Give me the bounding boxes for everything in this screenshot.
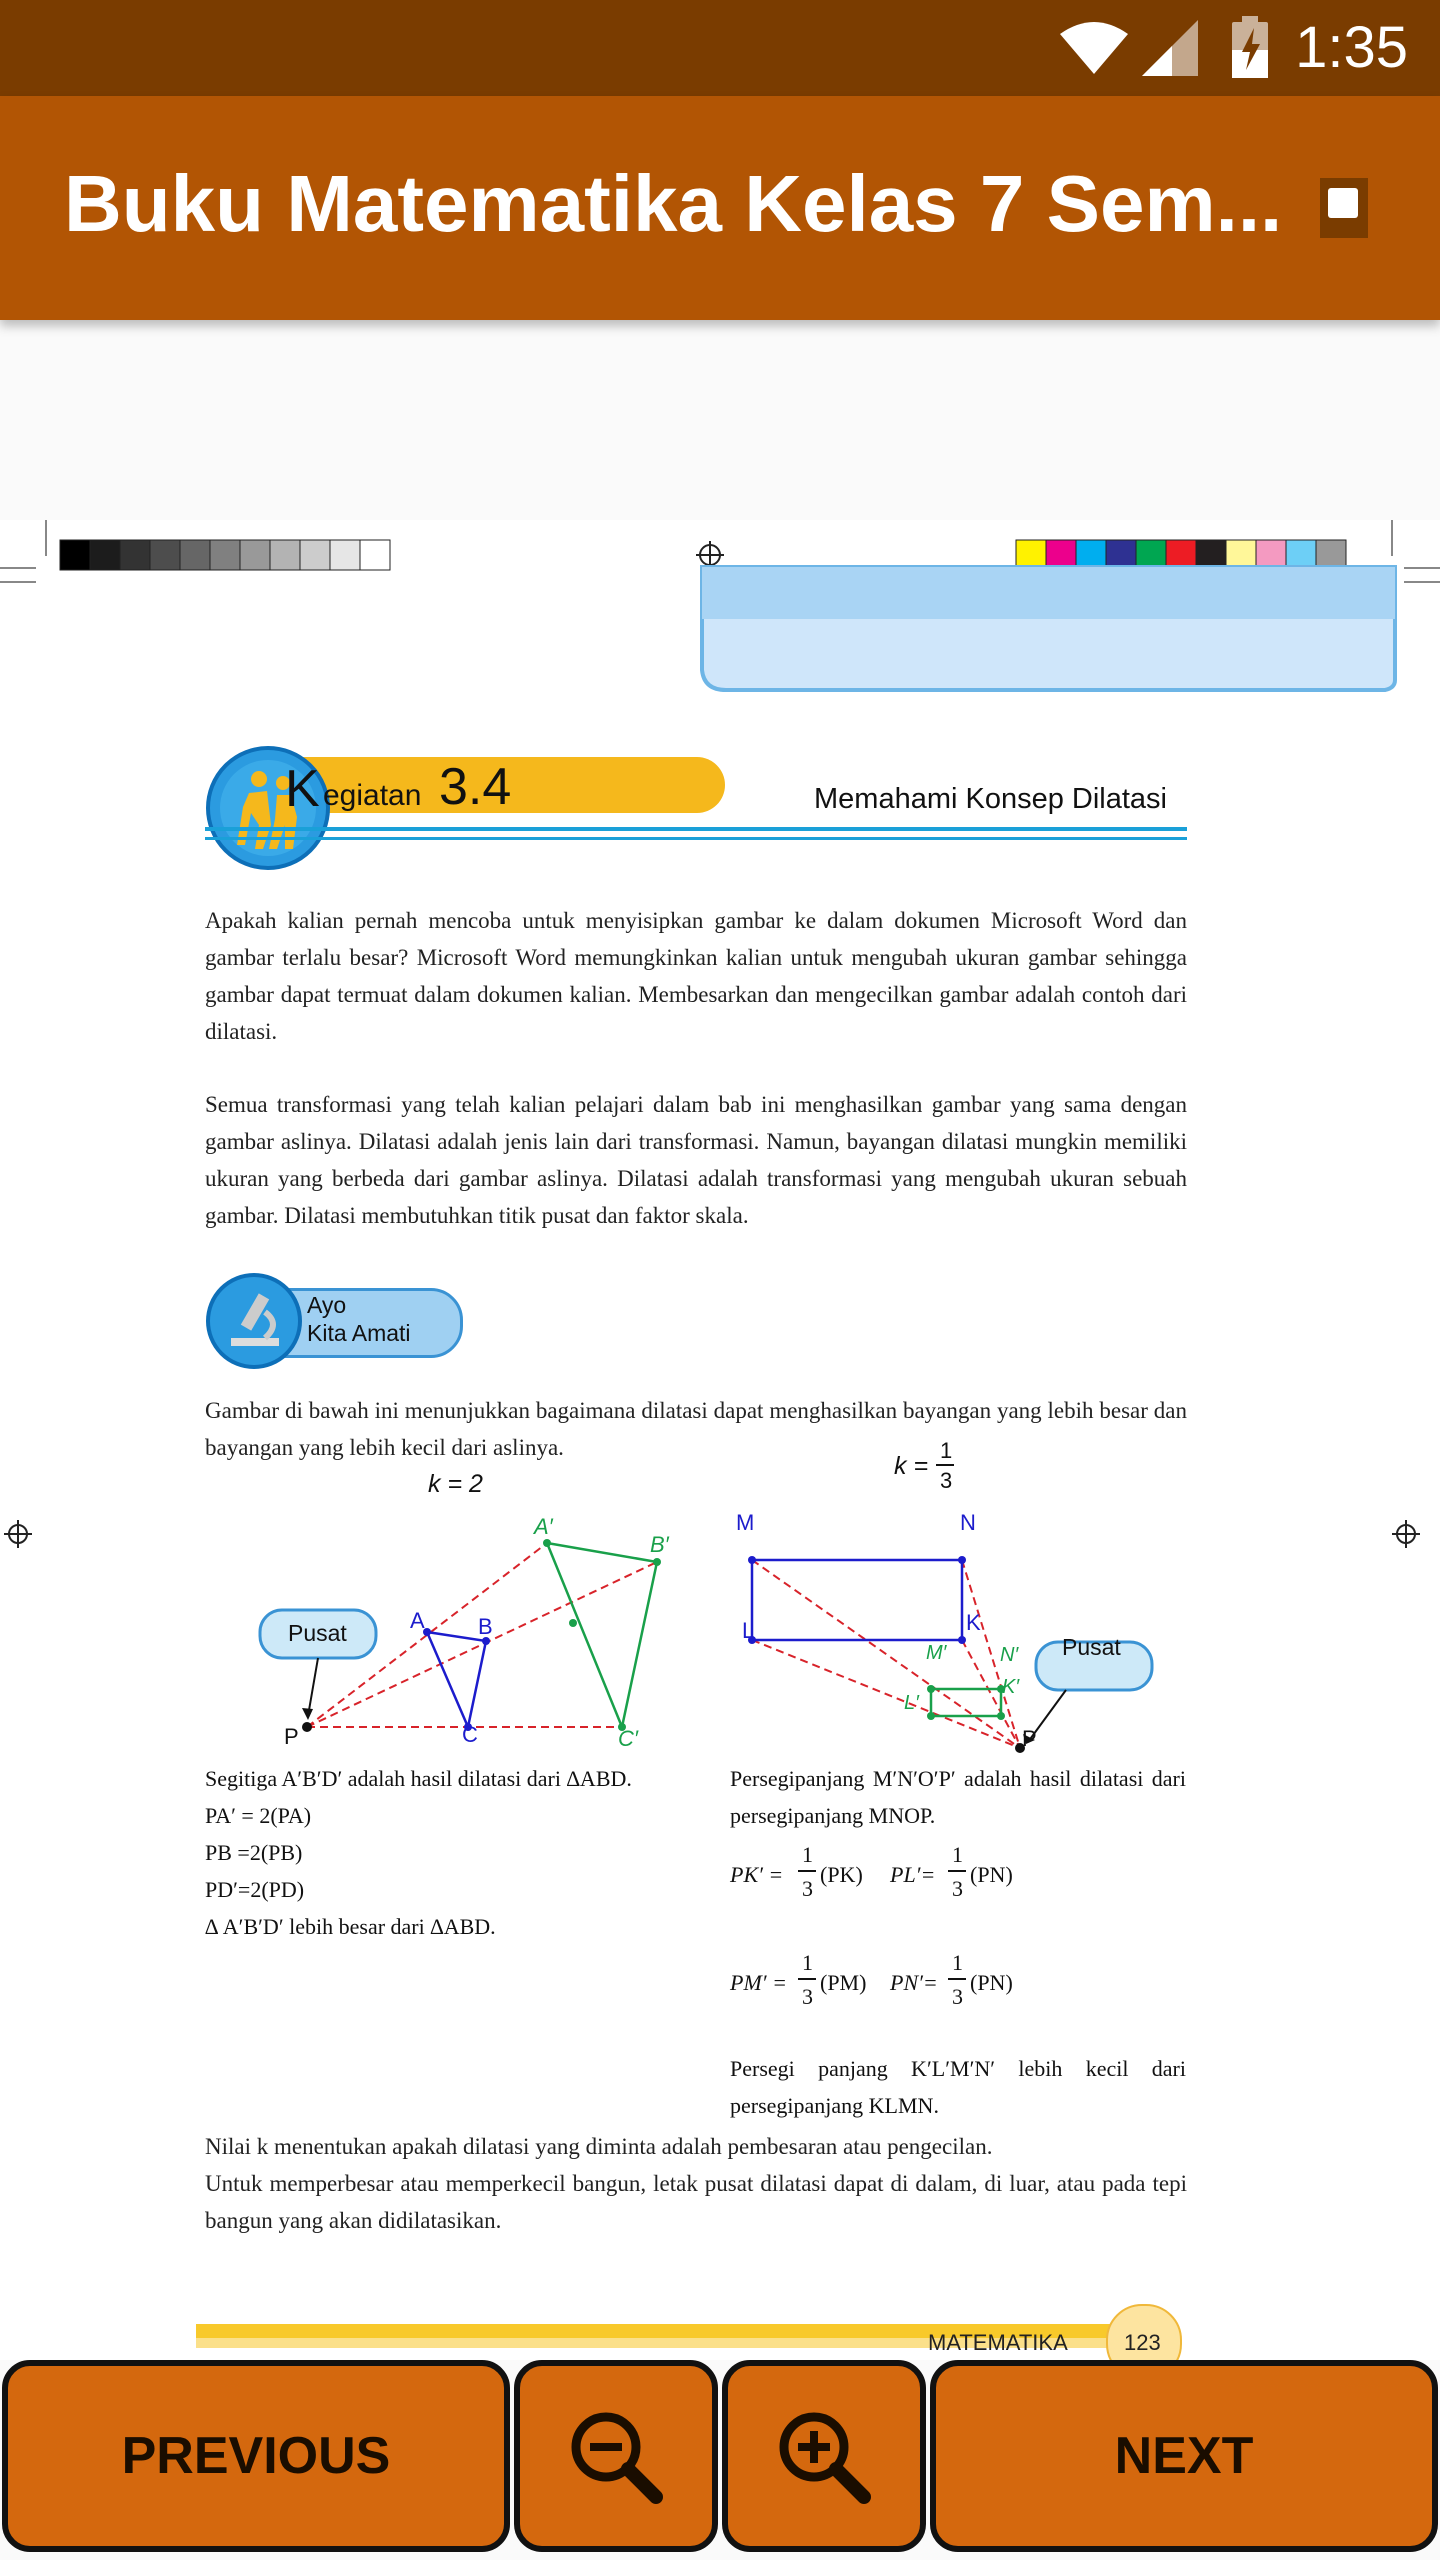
bookmark-button[interactable] xyxy=(1320,178,1368,238)
fraction-bar xyxy=(948,1870,966,1872)
observe-line-1: Ayo xyxy=(307,1292,347,1318)
right-pusat-label: Pusat xyxy=(1062,1634,1121,1660)
app-bar xyxy=(0,96,1440,320)
left-point-c-prime: C′ xyxy=(618,1726,639,1751)
wifi-icon xyxy=(1058,20,1130,76)
zoom-out-button[interactable] xyxy=(514,2360,718,2552)
left-point-c: C xyxy=(462,1722,478,1747)
signal-icon xyxy=(1142,20,1198,76)
fraction-bar xyxy=(936,1464,954,1466)
paragraph-4-line-2: Untuk memperbesar atau memperkecil bangun, letak pusat dilatasi dapat di dalam, di luar, atau pada tepi bangun yang akan didilatasikan. xyxy=(205,2171,1187,2233)
right-point-m: M xyxy=(736,1510,755,1535)
formula-numerator: 1 xyxy=(952,1950,963,1975)
fraction-bar xyxy=(798,1978,816,1980)
right-point-m-prime: M′ xyxy=(926,1642,947,1664)
paragraph-2: Semua transformasi yang telah kalian pelajari dalam bab ini menghasilkan gambar yang sama dengan gambar aslinya. Dilatasi adalah jenis lain dari transformasi. Namun, bayangan dilatasi mungkin memiliki ukuran yang berbeda dari gambar aslinya. Dilatasi adalah transformasi yang mengubah ukuran sebuah gambar. Dilatasi membutuhkan titik pusat dan faktor skala. xyxy=(205,1092,1187,1228)
right-point-n-prime: N′ xyxy=(1000,1644,1019,1666)
observe-header xyxy=(205,1272,465,1372)
right-point-l-prime: L′ xyxy=(904,1692,919,1714)
print-marks xyxy=(0,520,1440,720)
right-k-label: k = xyxy=(894,1452,929,1480)
zoom-out-icon xyxy=(556,2401,676,2511)
formula-rhs: (PK) xyxy=(820,1862,863,1887)
paragraph-4-line-1: Nilai k menentukan apakah dilatasi yang diminta adalah pembesaran atau pengecilan. xyxy=(205,2134,993,2159)
left-point-p: P xyxy=(284,1724,299,1749)
center-mark-right xyxy=(1392,1520,1420,1548)
caption-line: PD′=2(PD) xyxy=(205,1877,305,1902)
right-point-k-prime: K′ xyxy=(1002,1676,1020,1698)
formula-lhs: PM′ = xyxy=(730,1970,787,1995)
fraction-bar xyxy=(948,1978,966,1980)
page-title: Buku Matematika Kelas 7 Sem... xyxy=(64,159,1283,248)
bottom-bar xyxy=(0,2352,1440,2560)
right-k-numerator: 1 xyxy=(940,1438,953,1463)
zoom-in-icon xyxy=(764,2401,884,2511)
caption-line: PB =2(PB) xyxy=(205,1840,303,1865)
left-point-a-prime: A′ xyxy=(534,1514,553,1539)
formula-rhs: (PN) xyxy=(970,1862,1013,1887)
observe-line-2: Kita Amati xyxy=(307,1320,411,1346)
dilation-figure-left xyxy=(200,1510,720,1780)
formula-numerator: 1 xyxy=(802,1950,813,1975)
formula-rhs: (PM) xyxy=(820,1970,867,1995)
status-time: 1:35 xyxy=(1295,15,1408,80)
caption-line: PA′ = 2(PA) xyxy=(205,1803,312,1828)
formula-numerator: 1 xyxy=(802,1842,813,1867)
right-point-n: N xyxy=(960,1510,976,1535)
left-point-a: A xyxy=(410,1608,425,1633)
formula-lhs: PK′ = xyxy=(730,1862,784,1887)
footer-page-number: 123 xyxy=(1124,2330,1161,2355)
footer-subject: MATEMATIKA xyxy=(928,2330,1068,2355)
activity-header xyxy=(205,745,1187,845)
fraction-bar xyxy=(798,1870,816,1872)
activity-word: egiatan xyxy=(323,779,422,812)
left-caption xyxy=(205,1760,685,1945)
previous-button[interactable]: PREVIOUS xyxy=(2,2360,510,2552)
activity-title: Memahami Konsep Dilatasi xyxy=(814,783,1167,815)
paragraph-1: Apakah kalian pernah mencoba untuk menyisipkan gambar ke dalam dokumen Microsoft Word dan gambar terlalu besar? Microsoft Word memungkinkan kalian untuk mengubah ukuran gambar sehingga gambar dapat termuat dalam dokumen kalian. Membesarkan dan mengecilkan gambar adalah contoh dari dilatasi. xyxy=(205,908,1187,1044)
right-point-l: L xyxy=(742,1618,755,1643)
right-caption-end: Persegi panjang K′L′M′N′ lebih kecil dari persegipanjang KLMN. xyxy=(730,2056,1186,2118)
left-point-b-prime: B′ xyxy=(650,1532,669,1557)
formula-lhs: PL′= xyxy=(890,1862,936,1887)
next-button[interactable]: NEXT xyxy=(930,2360,1438,2552)
status-bar xyxy=(0,0,1440,96)
right-k-denominator: 3 xyxy=(940,1468,953,1493)
divider xyxy=(205,837,1187,840)
right-caption-intro: Persegipanjang M′N′O′P′ adalah hasil dilatasi dari persegipanjang MNOP. xyxy=(730,1766,1186,1828)
right-point-p: P xyxy=(1022,1726,1037,1751)
formula-lhs: PN′= xyxy=(890,1970,938,1995)
microscope-icon xyxy=(205,1272,303,1370)
left-point-b: B xyxy=(478,1614,493,1639)
formula-denominator: 3 xyxy=(952,1984,963,2009)
zoom-in-button[interactable] xyxy=(722,2360,926,2552)
bookmark-icon xyxy=(1328,188,1358,218)
battery-charging-icon xyxy=(1230,16,1270,78)
paragraph-3: Gambar di bawah ini menunjukkan bagaimana dilatasi dapat menghasilkan bayangan yang lebih besar dan bayangan yang lebih kecil dari aslinya. xyxy=(205,1398,1187,1460)
caption-line: ∆ A′B′D′ lebih besar dari ∆ABD. xyxy=(205,1914,496,1939)
formula-denominator: 3 xyxy=(802,1876,813,1901)
formula-denominator: 3 xyxy=(802,1984,813,2009)
left-k-label: k = 2 xyxy=(428,1470,483,1498)
formula-rhs: (PN) xyxy=(970,1970,1013,1995)
center-mark-left xyxy=(4,1520,32,1548)
formula-denominator: 3 xyxy=(952,1876,963,1901)
right-point-k: K xyxy=(966,1610,981,1635)
caption-line: Segitiga A′B′D′ adalah hasil dilatasi dari ∆ABD. xyxy=(205,1766,632,1791)
book-page[interactable] xyxy=(0,520,1440,2360)
activity-number: 3.4 xyxy=(439,758,512,816)
formula-numerator: 1 xyxy=(952,1842,963,1867)
divider xyxy=(205,827,1187,831)
left-pusat-label: Pusat xyxy=(288,1620,347,1646)
activity-prefix: K xyxy=(285,760,320,818)
